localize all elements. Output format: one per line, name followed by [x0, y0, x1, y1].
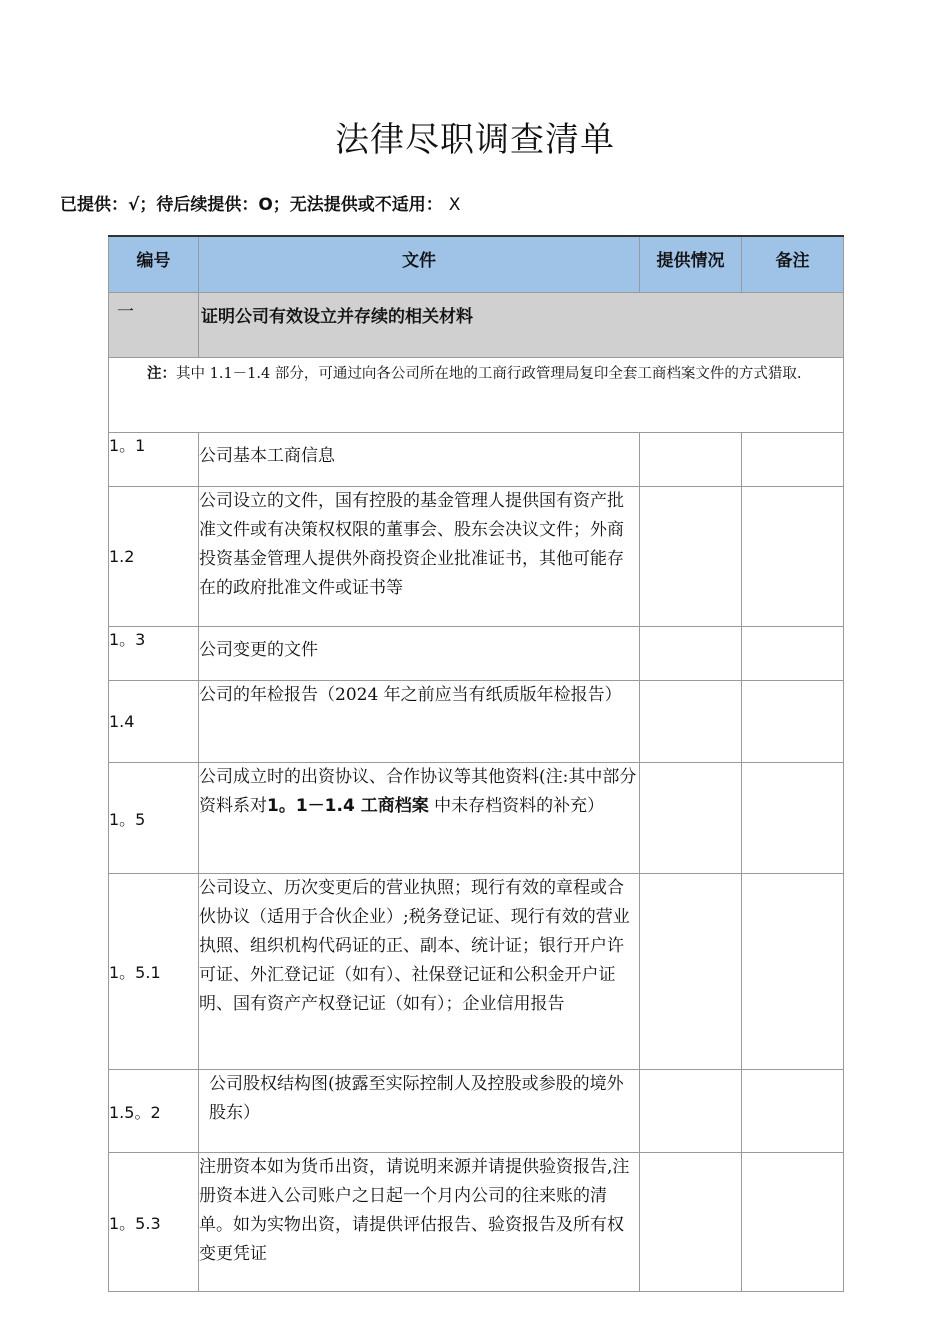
page-title: 法律尽职调查清单 [335, 120, 615, 160]
table-row [109, 1153, 844, 1292]
row-document: 公司变更的文件 [199, 627, 640, 681]
section-row [109, 293, 844, 358]
note-cell [109, 358, 844, 433]
row-remarks-cell[interactable] [742, 1070, 844, 1153]
note-text: 其中 1.1－1.4 部分，可通过向各公司所在地的工商行政管理局复印全套工商档案文件的方式猎取. [176, 366, 802, 382]
row-document: 注册资本如为货币出资，请说明来源并请提供验资报告,注册资本进入公司账户之日起一个月内公司的往来账的清单。如为实物出资，请提供评估报告、验资报告及所有权变更凭证 [199, 1153, 640, 1292]
legend-x-mark: X [448, 195, 461, 215]
row-number: 1。5.3 [109, 1153, 199, 1292]
row-remarks-cell[interactable] [742, 681, 844, 763]
table-row [109, 627, 844, 681]
status-legend [60, 190, 460, 215]
row-number: 1。3 [109, 627, 199, 681]
table-row [109, 433, 844, 487]
table-row [109, 874, 844, 1070]
row-remarks-cell[interactable] [742, 874, 844, 1070]
checklist-table [108, 235, 844, 1292]
row-status-cell[interactable] [640, 681, 742, 763]
row-remarks-cell[interactable] [742, 433, 844, 487]
row-status-cell[interactable] [640, 627, 742, 681]
row-number: 1.4 [109, 681, 199, 763]
section-title: 证明公司有效设立并存续的相关材料 [199, 293, 844, 358]
table-row [109, 681, 844, 763]
row-number: 1。5.1 [109, 874, 199, 1070]
row-remarks-cell[interactable] [742, 487, 844, 627]
row-document: 公司设立、历次变更后的营业执照；现行有效的章程或合伙协议（适用于合伙企业）;税务登记证、现行有效的营业执照、组织机构代码证的正、副本、统计证；银行开户许可证、外汇登记证（如有）、社保登记证和公积金开户证明、国有资产产权登记证（如有）；企业信用报告 [199, 874, 640, 1070]
row-status-cell[interactable] [640, 874, 742, 1070]
row-number: 1.2 [109, 487, 199, 627]
row-status-cell[interactable] [640, 1153, 742, 1292]
row-status-cell[interactable] [640, 763, 742, 874]
note-row [109, 358, 844, 433]
table-header-row [109, 236, 844, 293]
row-document: 公司设立的文件，国有控股的基金管理人提供国有资产批准文件或有决策权权限的董事会、股东会决议文件；外商投资基金管理人提供外商投资企业批准证书，其他可能存在的政府批准文件或证书等 [199, 487, 640, 627]
table-row [109, 763, 844, 874]
row-number: 1.5。2 [109, 1070, 199, 1153]
header-number: 编号 [109, 236, 199, 293]
row-remarks-cell[interactable] [742, 1153, 844, 1292]
note-label: 注： [147, 365, 176, 382]
header-remarks: 备注 [742, 236, 844, 293]
row-number: 1。5 [109, 763, 199, 874]
row-remarks-cell[interactable] [742, 627, 844, 681]
header-document: 文件 [199, 236, 640, 293]
row-document: 公司股权结构图(披露至实际控制人及控股或参股的境外股东） [199, 1070, 640, 1153]
table-row [109, 1070, 844, 1153]
row-status-cell[interactable] [640, 1070, 742, 1153]
row-status-cell[interactable] [640, 487, 742, 627]
row-document: 公司的年检报告（2024 年之前应当有纸质版年检报告） [199, 681, 640, 763]
section-number: 一 [109, 293, 199, 358]
row-number: 1。1 [109, 433, 199, 487]
row-status-cell[interactable] [640, 433, 742, 487]
legend-text: 已提供：√；待后续提供：O；无法提供或不适用： [60, 195, 443, 215]
header-status: 提供情况 [640, 236, 742, 293]
row-document: 公司基本工商信息 [199, 433, 640, 487]
table-row [109, 487, 844, 627]
row-remarks-cell[interactable] [742, 763, 844, 874]
row-document: 公司成立时的出资协议、合作协议等其他资料(注:其中部分资料系对1。1－1.4 工商档案 中未存档资料的补充） [199, 763, 640, 874]
